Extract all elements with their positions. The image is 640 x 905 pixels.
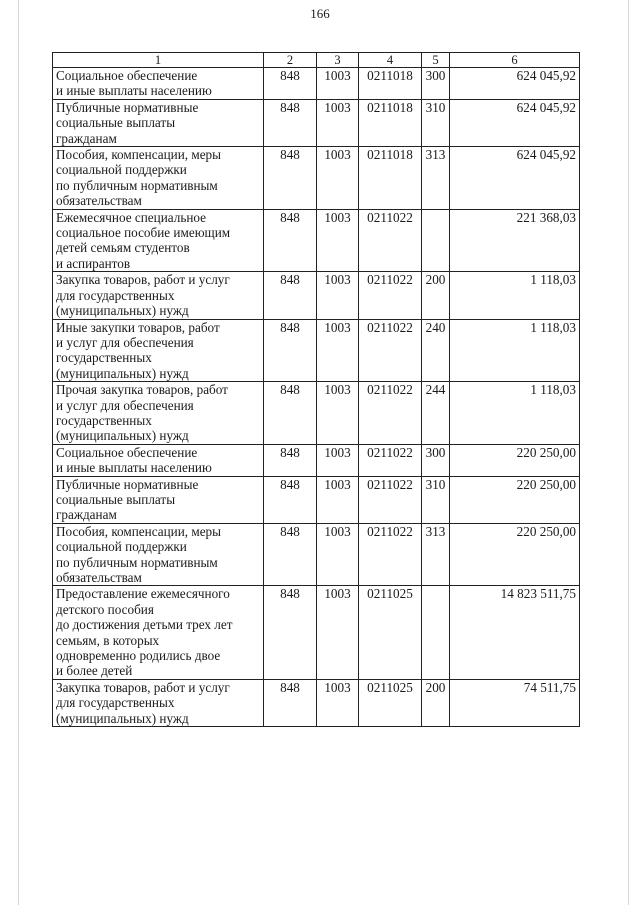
cell-section-code: 1003 <box>317 147 359 210</box>
cell-section-code: 1003 <box>317 209 359 272</box>
cell-name: Пособия, компенсации, меры социальной поддержки по публичным нормативным обязательствам <box>53 147 264 210</box>
cell-section-code: 1003 <box>317 319 359 382</box>
cell-admin-code: 848 <box>264 444 317 476</box>
cell-sum: 1 118,03 <box>450 319 580 382</box>
cell-sum: 220 250,00 <box>450 476 580 523</box>
table-row <box>53 476 580 523</box>
cell-section-code: 1003 <box>317 444 359 476</box>
cell-sum: 1 118,03 <box>450 382 580 445</box>
column-header: 3 <box>317 53 359 68</box>
table-row <box>53 382 580 445</box>
cell-target-code: 0211022 <box>359 523 422 586</box>
column-header: 4 <box>359 53 422 68</box>
cell-name: Ежемесячное специальное социальное пособие имеющим детей семьям студентов и аспирантов <box>53 209 264 272</box>
cell-section-code: 1003 <box>317 99 359 146</box>
cell-sum: 221 368,03 <box>450 209 580 272</box>
cell-name: Публичные нормативные социальные выплаты гражданам <box>53 99 264 146</box>
cell-sum: 624 045,92 <box>450 147 580 210</box>
table-row <box>53 147 580 210</box>
cell-sum: 14 823 511,75 <box>450 586 580 679</box>
cell-admin-code: 848 <box>264 523 317 586</box>
cell-target-code: 0211022 <box>359 476 422 523</box>
cell-section-code: 1003 <box>317 679 359 726</box>
table-row <box>53 68 580 100</box>
cell-section-code: 1003 <box>317 523 359 586</box>
cell-section-code: 1003 <box>317 68 359 100</box>
cell-admin-code: 848 <box>264 147 317 210</box>
cell-target-code: 0211018 <box>359 147 422 210</box>
cell-admin-code: 848 <box>264 679 317 726</box>
cell-target-code: 0211022 <box>359 382 422 445</box>
cell-expense-kind <box>422 209 450 272</box>
cell-target-code: 0211018 <box>359 99 422 146</box>
cell-target-code: 0211025 <box>359 679 422 726</box>
column-header: 6 <box>450 53 580 68</box>
cell-sum: 220 250,00 <box>450 444 580 476</box>
cell-sum: 1 118,03 <box>450 272 580 319</box>
cell-sum: 220 250,00 <box>450 523 580 586</box>
cell-name: Закупка товаров, работ и услуг для государственных (муниципальных) нужд <box>53 272 264 319</box>
cell-admin-code: 848 <box>264 272 317 319</box>
cell-expense-kind: 240 <box>422 319 450 382</box>
cell-expense-kind: 300 <box>422 68 450 100</box>
scan-edge-right <box>628 0 629 905</box>
cell-admin-code: 848 <box>264 382 317 445</box>
cell-admin-code: 848 <box>264 586 317 679</box>
cell-section-code: 1003 <box>317 586 359 679</box>
cell-name: Закупка товаров, работ и услуг для государственных (муниципальных) нужд <box>53 679 264 726</box>
table-row <box>53 209 580 272</box>
cell-expense-kind: 313 <box>422 523 450 586</box>
table-header-row <box>53 53 580 68</box>
cell-target-code: 0211022 <box>359 444 422 476</box>
cell-admin-code: 848 <box>264 476 317 523</box>
cell-name: Социальное обеспечение и иные выплаты населению <box>53 444 264 476</box>
budget-table <box>52 52 580 727</box>
table-row <box>53 523 580 586</box>
column-header: 5 <box>422 53 450 68</box>
table-row <box>53 99 580 146</box>
table-row <box>53 444 580 476</box>
cell-name: Пособия, компенсации, меры социальной поддержки по публичным нормативным обязательствам <box>53 523 264 586</box>
cell-expense-kind: 313 <box>422 147 450 210</box>
cell-name: Иные закупки товаров, работ и услуг для обеспечения государственных (муниципальных) нужд <box>53 319 264 382</box>
cell-admin-code: 848 <box>264 319 317 382</box>
column-header: 2 <box>264 53 317 68</box>
cell-expense-kind: 300 <box>422 444 450 476</box>
table-row <box>53 586 580 679</box>
cell-section-code: 1003 <box>317 476 359 523</box>
cell-expense-kind: 200 <box>422 679 450 726</box>
cell-sum: 624 045,92 <box>450 99 580 146</box>
cell-target-code: 0211025 <box>359 586 422 679</box>
cell-name: Прочая закупка товаров, работ и услуг для обеспечения государственных (муниципальных) нужд <box>53 382 264 445</box>
cell-section-code: 1003 <box>317 382 359 445</box>
cell-target-code: 0211018 <box>359 68 422 100</box>
cell-name: Публичные нормативные социальные выплаты гражданам <box>53 476 264 523</box>
cell-section-code: 1003 <box>317 272 359 319</box>
cell-expense-kind: 310 <box>422 476 450 523</box>
cell-expense-kind: 244 <box>422 382 450 445</box>
cell-expense-kind: 310 <box>422 99 450 146</box>
page-number: 166 <box>310 6 330 21</box>
cell-target-code: 0211022 <box>359 209 422 272</box>
cell-sum: 624 045,92 <box>450 68 580 100</box>
cell-expense-kind <box>422 586 450 679</box>
table-row <box>53 319 580 382</box>
scan-edge-left <box>18 0 19 905</box>
cell-name: Предоставление ежемесячного детского пособия до достижения детьми трех лет семьям, в которых одновременно родились двое и более детей <box>53 586 264 679</box>
cell-target-code: 0211022 <box>359 272 422 319</box>
cell-expense-kind: 200 <box>422 272 450 319</box>
cell-target-code: 0211022 <box>359 319 422 382</box>
cell-admin-code: 848 <box>264 209 317 272</box>
column-header: 1 <box>53 53 264 68</box>
cell-admin-code: 848 <box>264 68 317 100</box>
table-row <box>53 272 580 319</box>
cell-name: Социальное обеспечение и иные выплаты населению <box>53 68 264 100</box>
cell-sum: 74 511,75 <box>450 679 580 726</box>
cell-admin-code: 848 <box>264 99 317 146</box>
table-row <box>53 679 580 726</box>
